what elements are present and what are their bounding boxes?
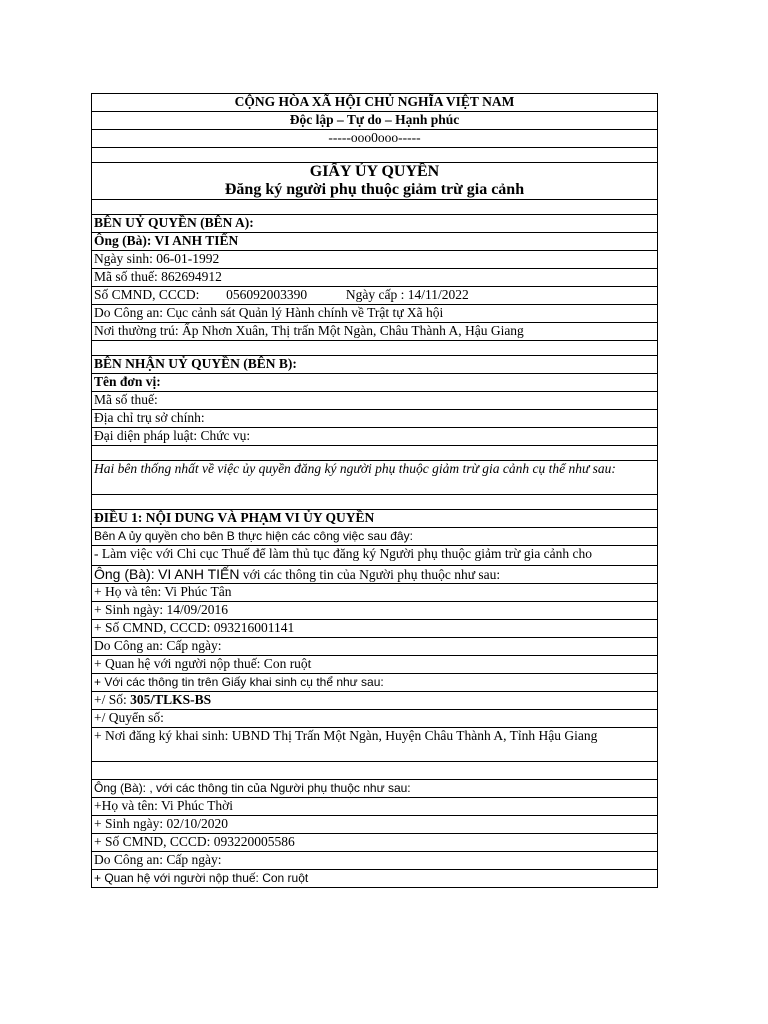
- birth-cert-number-label: +/ Số:: [94, 692, 127, 707]
- blank-row: [92, 762, 658, 780]
- party-a-name: VI ANH TIẾN: [154, 233, 239, 248]
- document-title: [92, 163, 658, 200]
- party-a-dob: Ngày sinh: 06-01-1992: [92, 251, 658, 269]
- party-a-name-label: Ông (Bà):: [94, 233, 152, 248]
- dependent-2-dob: + Sinh ngày: 02/10/2020: [92, 816, 658, 834]
- blank-row: [92, 446, 658, 461]
- national-motto: Độc lập – Tự do – Hạnh phúc: [92, 112, 658, 130]
- birth-registered-at: + Nơi đăng ký khai sinh: UBND Thị Trấn Một Ngàn, Huyện Châu Thành A, Tỉnh Hậu Giang: [92, 728, 658, 762]
- dependent-2-relation: + Quan hệ với người nộp thuế: Con ruột: [92, 870, 658, 888]
- party-a-residence: Nơi thường trú: Ấp Nhơn Xuân, Thị trấn Một Ngàn, Châu Thành A, Hậu Giang: [92, 323, 658, 341]
- party-a-issued-by: Do Công an: Cục cảnh sát Quản lý Hành chính về Trật tự Xã hội: [92, 305, 658, 323]
- blank-row: [92, 341, 658, 356]
- blank-row: [92, 200, 658, 215]
- article-1-heading: ĐIỀU 1: NỘI DUNG VÀ PHẠM VI ỦY QUYỀN: [92, 510, 658, 528]
- dependent-1-name: + Họ và tên: Vi Phúc Tân: [92, 584, 658, 602]
- header-separator: -----ooo0ooo-----: [92, 130, 658, 148]
- party-a-issue-date: Ngày cấp : 14/11/2022: [345, 287, 469, 302]
- party-a-id-row: [92, 287, 658, 305]
- title-subtitle: Đăng ký người phụ thuộc giảm trừ gia cảnh: [224, 181, 525, 198]
- dependent-1-issued: Do Công an: Cấp ngày:: [92, 638, 658, 656]
- party-a-tax-code: Mã số thuế: 862694912: [92, 269, 658, 287]
- party-a-id-number: 056092003390: [226, 287, 308, 302]
- person-2-intro: Ông (Bà): , với các thông tin của Người phụ thuộc như sau:: [92, 780, 658, 798]
- party-a-id-label: Số CMND, CCCD:: [94, 287, 200, 302]
- blank-row: [92, 495, 658, 510]
- party-a-name-row: [92, 233, 658, 251]
- dependent-1-relation: + Quan hệ với người nộp thuế: Con ruột: [92, 656, 658, 674]
- party-b-tax-code: Mã số thuế:: [92, 392, 658, 410]
- dependent-1-dob: + Sinh ngày: 14/09/2016: [92, 602, 658, 620]
- dependent-2-id: + Số CMND, CCCD: 093220005586: [92, 834, 658, 852]
- title-main: GIẤY ỦY QUYỀN: [309, 163, 440, 180]
- birth-cert-number-row: [92, 692, 658, 710]
- person-name: VI ANH TIẾN: [158, 566, 240, 582]
- party-b-heading: BÊN NHẬN UỶ QUYỀN (BÊN B):: [92, 356, 658, 374]
- dependent-1-id: + Số CMND, CCCD: 093216001141: [92, 620, 658, 638]
- party-b-address: Địa chỉ trụ sở chính:: [92, 410, 658, 428]
- article-1-intro: Bên A ủy quyền cho bên B thực hiện các công việc sau đây:: [92, 528, 658, 546]
- article-1-task: - Làm việc với Chi cục Thuế để làm thủ tục đăng ký Người phụ thuộc giảm trừ gia cảnh cho: [92, 546, 658, 566]
- blank-row: [92, 148, 658, 163]
- person-prefix: Ông (Bà):: [94, 566, 155, 582]
- dependent-2-name: +Họ và tên: Vi Phúc Thời: [92, 798, 658, 816]
- authorization-document: [91, 93, 658, 888]
- agreement-statement: Hai bên thống nhất về việc ủy quyền đăng ký người phụ thuộc giảm trừ gia cảnh cụ thể như sau:: [92, 461, 658, 495]
- country-name: CỘNG HÒA XÃ HỘI CHỦ NGHĨA VIỆT NAM: [92, 94, 658, 112]
- birth-cert-intro: + Với các thông tin trên Giấy khai sinh cụ thể như sau:: [92, 674, 658, 692]
- party-b-unit-name: Tên đơn vị:: [92, 374, 658, 392]
- dependent-2-issued: Do Công an: Cấp ngày:: [92, 852, 658, 870]
- party-b-legal-rep: Đại diện pháp luật: Chức vụ:: [92, 428, 658, 446]
- person-suffix: với các thông tin của Người phụ thuộc như sau:: [242, 567, 501, 582]
- article-1-person-row: [92, 566, 658, 584]
- birth-cert-book: +/ Quyển số:: [92, 710, 658, 728]
- birth-cert-number: 305/TLKS-BS: [130, 692, 212, 707]
- party-a-heading: BÊN UỶ QUYỀN (BÊN A):: [92, 215, 658, 233]
